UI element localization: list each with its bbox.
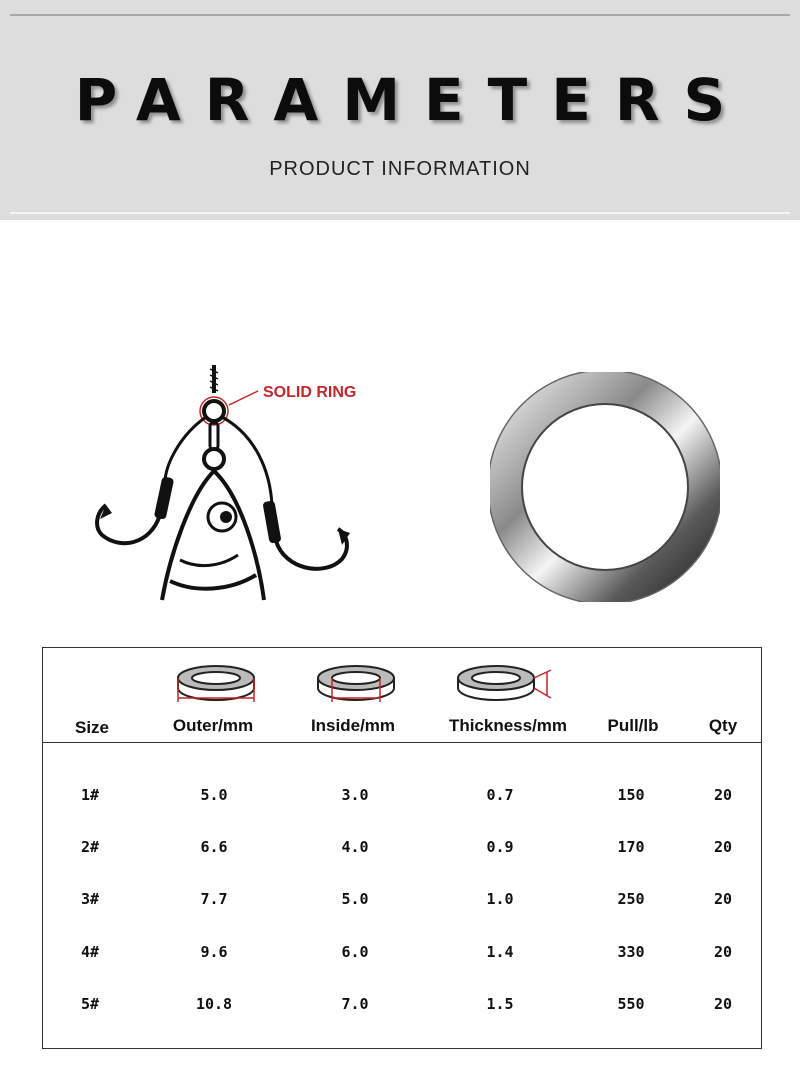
header-pull: Pull/lb [607, 716, 659, 735]
table-cell: 0.9 [486, 838, 514, 856]
solid-ring-icon [204, 401, 224, 421]
table-cell: 20 [713, 943, 733, 961]
table-cell: 0.7 [486, 786, 514, 804]
table-cell: 4.0 [341, 838, 369, 856]
inside-diameter-icon [311, 658, 401, 710]
table-cell: 7.0 [341, 995, 369, 1013]
header-bottom-rule [10, 212, 790, 214]
table-cell: 1.0 [486, 890, 514, 908]
table-cell: 1# [80, 786, 100, 804]
table-cell: 20 [713, 995, 733, 1013]
outer-diameter-icon [171, 658, 261, 710]
right-hook-icon [276, 529, 347, 569]
table-cell: 170 [617, 838, 645, 856]
header-banner [0, 0, 800, 220]
table-cell: 330 [617, 943, 645, 961]
table-cell: 10.8 [195, 995, 233, 1013]
solid-ring-label: SOLID RING [263, 384, 357, 401]
table-cell: 6.0 [341, 943, 369, 961]
solid-ring-photo [490, 372, 720, 602]
table-cell: 3.0 [341, 786, 369, 804]
header-size: Size [74, 718, 110, 737]
table-cell: 20 [713, 786, 733, 804]
table-cell: 2# [80, 838, 100, 856]
callout-line [229, 391, 258, 405]
table-cell: 5# [80, 995, 100, 1013]
header-inside: Inside/mm [310, 716, 396, 735]
table-cell: 9.6 [200, 943, 228, 961]
table-cell: 1.5 [486, 995, 514, 1013]
table-cell: 20 [713, 838, 733, 856]
table-cell: 20 [713, 890, 733, 908]
table-cell: 3# [80, 890, 100, 908]
table-cell: 550 [617, 995, 645, 1013]
thickness-icon [451, 658, 561, 710]
table-cell: 1.4 [486, 943, 514, 961]
page-title: PARAMETERS [74, 66, 750, 134]
table-cell: 5.0 [341, 890, 369, 908]
header-top-rule [10, 14, 790, 16]
table-cell: 7.7 [200, 890, 228, 908]
lure-rig-diagram [80, 355, 400, 605]
table-cell: 150 [617, 786, 645, 804]
header-thickness: Thickness/mm [448, 716, 568, 735]
page-subtitle: PRODUCT INFORMATION [269, 158, 531, 180]
table-cell: 5.0 [200, 786, 228, 804]
header-outer: Outer/mm [172, 716, 254, 735]
header-qty: Qty [708, 716, 738, 735]
table-cell: 250 [617, 890, 645, 908]
parameter-table [42, 647, 762, 1049]
table-cell: 6.6 [200, 838, 228, 856]
table-cell: 4# [80, 943, 100, 961]
table-header-rule [43, 742, 761, 743]
